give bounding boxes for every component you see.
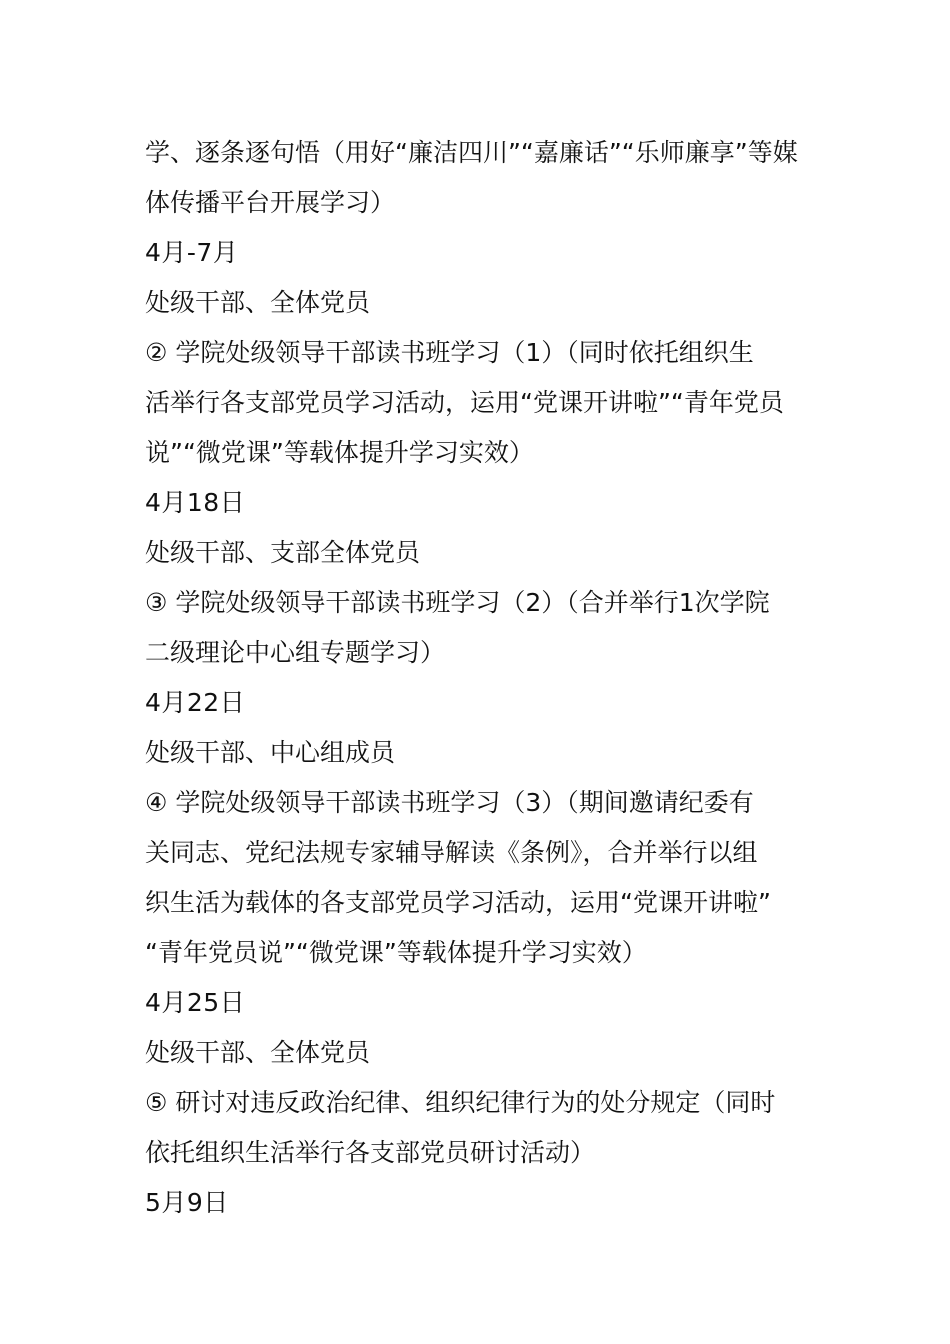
item-5-text: 依托组织生活举行各支部党员研讨活动） (145, 1138, 596, 1167)
item-5-title: ⑤ 研讨对违反政治纪律、组织纪律行为的处分规定（同时 (145, 1088, 776, 1117)
date-line: 5月9日 (145, 1188, 229, 1217)
item-4-text: “青年党员说”“微党课”等载体提升学习实效） (145, 938, 647, 967)
item-3-text: 二级理论中心组专题学习） (145, 638, 446, 667)
participants-line: 处级干部、全体党员 (145, 1038, 371, 1067)
document-body (145, 128, 810, 1228)
item-2-title: ② 学院处级领导干部读书班学习（1）（同时依托组织生 (145, 338, 754, 367)
text-line-continuation: 体传播平台开展学习） (145, 188, 396, 217)
date-line: 4月-7月 (145, 238, 239, 267)
date-line: 4月22日 (145, 688, 246, 717)
date-line: 4月18日 (145, 488, 246, 517)
item-3-title: ③ 学院处级领导干部读书班学习（2）（合并举行1次学院 (145, 588, 770, 617)
item-4-text: 织生活为载体的各支部党员学习活动，运用“党课开讲啦” (145, 888, 771, 917)
participants-line: 处级干部、全体党员 (145, 288, 371, 317)
item-2-text: 活举行各支部党员学习活动，运用“党课开讲啦”“青年党员 (145, 388, 784, 417)
text-line-continuation: 学、逐条逐句悟（用好“廉洁四川”“嘉廉话”“乐师廉享”等媒 (145, 138, 798, 167)
participants-line: 处级干部、中心组成员 (145, 738, 396, 767)
item-4-text: 关同志、党纪法规专家辅导解读《条例》，合并举行以组 (145, 838, 758, 867)
participants-line: 处级干部、支部全体党员 (145, 538, 421, 567)
date-line: 4月25日 (145, 988, 246, 1017)
item-2-text: 说”“微党课”等载体提升学习实效） (145, 438, 534, 467)
item-4-title: ④ 学院处级领导干部读书班学习（3）（期间邀请纪委有 (145, 788, 754, 817)
